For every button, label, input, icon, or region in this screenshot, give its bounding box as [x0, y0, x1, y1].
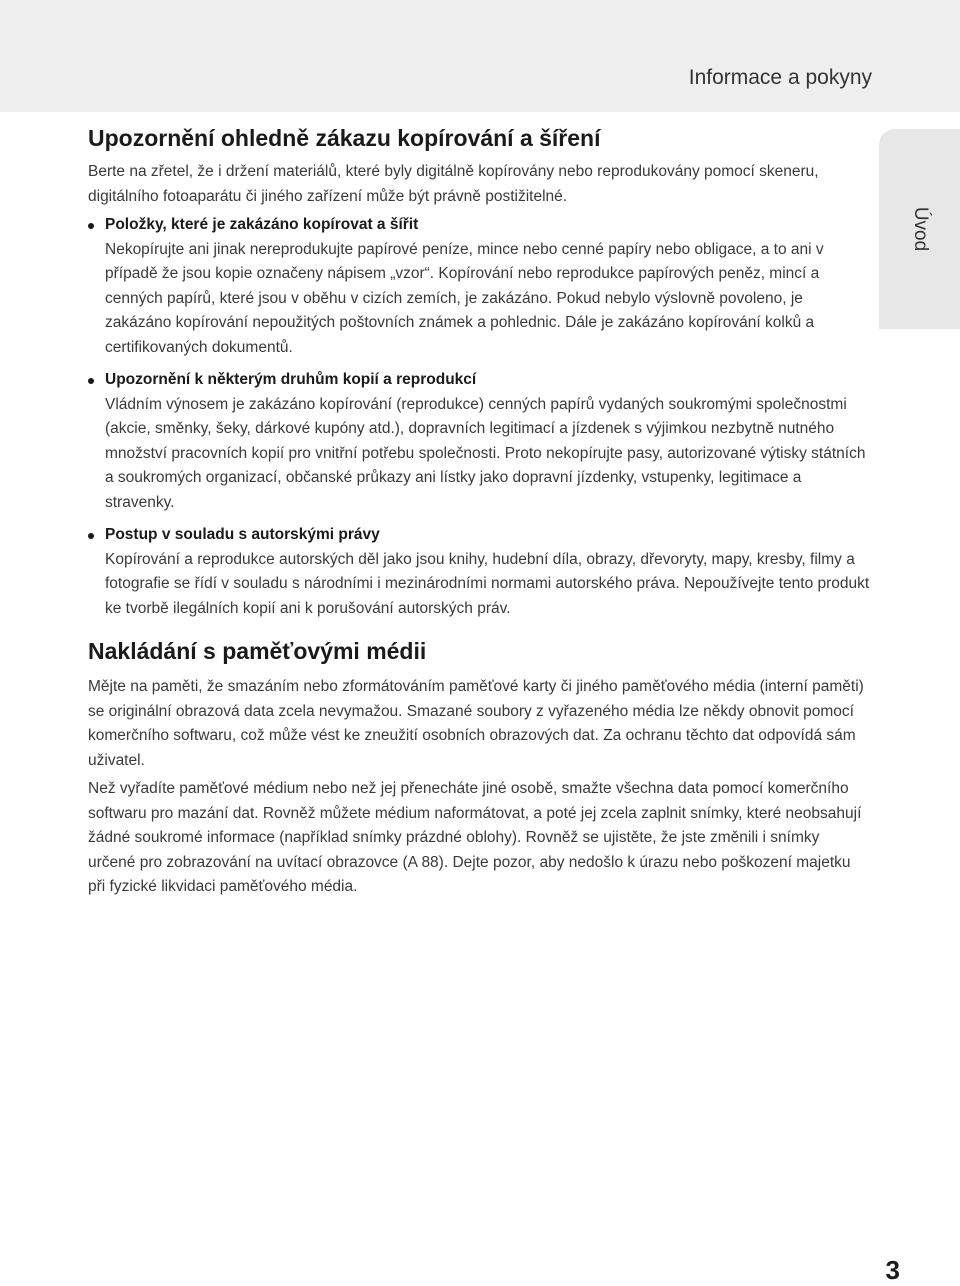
main-content: [88, 122, 870, 900]
list-item: [88, 523, 870, 621]
paragraph: Než vyřadíte paměťové médium nebo než jej přenecháte jiné osobě, smažte všechna data pomocí komerčního softwaru pro mazání dat. Rovněž můžete médium naformátovat, a poté jej zcela zaplnit snímky, které neobsahují žádné soukromé informace (například snímky prázdné oblohy). Rovněž se ujistěte, že jste změnili i snímky určené pro zobrazování na uvítací obrazovce (A 88). Dejte pozor, aby nedošlo k úrazu nebo poškození majetku při fyzické likvidaci paměťového média.: [88, 780, 862, 895]
list-item-title: Upozornění k některým druhům kopií a reprodukcí: [105, 371, 477, 388]
bullet-icon: [88, 378, 94, 384]
list-item-text: Nekopírujte ani jinak nereprodukujte papírové peníze, mince nebo cenné papíry nebo obligace, a to ani v případě že jsou kopie označeny nápisem „vzor“. Kopírování nebo reprodukce papírových peněz, mincí a cenných papírů, které jsou v oběhu v cizích zemích, je zakázáno. Pokud nebylo výslovně povoleno, je zakázáno kopírování nepoužitých poštovních známek a pohlednic. Dále je zakázáno kopírování kolků a certifikovaných dokumentů.: [105, 240, 824, 356]
bullet-list: [88, 213, 870, 621]
bullet-icon: [88, 533, 94, 539]
side-tab-label: Úvod: [909, 206, 931, 252]
paragraph: Mějte na paměti, že smazáním nebo zformátováním paměťové karty či jiného paměťového média (interní paměti) se originální obrazová data zcela nevymažou. Smazané soubory z vyřazeného média lze někdy obnovit pomocí komerčního softwaru, což může vést ke zneužití osobních obrazových dat. Za ochranu těchto dat odpovídá sám uživatel.: [88, 678, 864, 769]
section-intro: Berte na zřetel, že i držení materiálů, které byly digitálně kopírovány nebo reprodukovány pomocí skeneru, digitálního fotoaparátu či jiného zařízení může být právně postižitelné.: [88, 163, 819, 205]
header-title: Informace a pokyny: [688, 66, 872, 89]
list-item: [88, 368, 870, 515]
list-item-title: Postup v souladu s autorskými právy: [105, 526, 380, 543]
list-item: [88, 213, 870, 360]
section-heading-memory-media: Nakládání s paměťovými médii: [88, 638, 427, 664]
section-heading-copying: Upozornění ohledně zákazu kopírování a šíření: [88, 125, 601, 151]
page-header: [0, 0, 960, 112]
list-item-text: Vládním výnosem je zakázáno kopírování (reprodukce) cenných papírů vydaných soukromými společnostmi (akcie, směnky, šeky, dárkové kupóny atd.), dopravních legitimací a jízdenek s výjimkou nezbytně nutného množství pracovních kopií pro vnitřní potřebu společnosti. Proto nekopírujte pasy, autorizované výtisky státních a soukromých organizací, občanské průkazy ani lístky jako dopravní jízdenky, vstupenky, legitimace a stravenky.: [105, 395, 866, 511]
bullet-icon: [88, 223, 94, 229]
side-tab: [879, 129, 960, 329]
list-item-text: Kopírování a reprodukce autorských děl jako jsou knihy, hudební díla, obrazy, dřevoryty, mapy, kresby, filmy a fotografie se řídí v souladu s národními i mezinárodními normami autorského práva. Nepoužívejte tento produkt ke tvorbě ilegálních kopií ani k porušování autorských práv.: [105, 550, 870, 617]
page-number: 3: [885, 1255, 900, 1285]
list-item-title: Položky, které je zakázáno kopírovat a šířit: [105, 216, 419, 233]
